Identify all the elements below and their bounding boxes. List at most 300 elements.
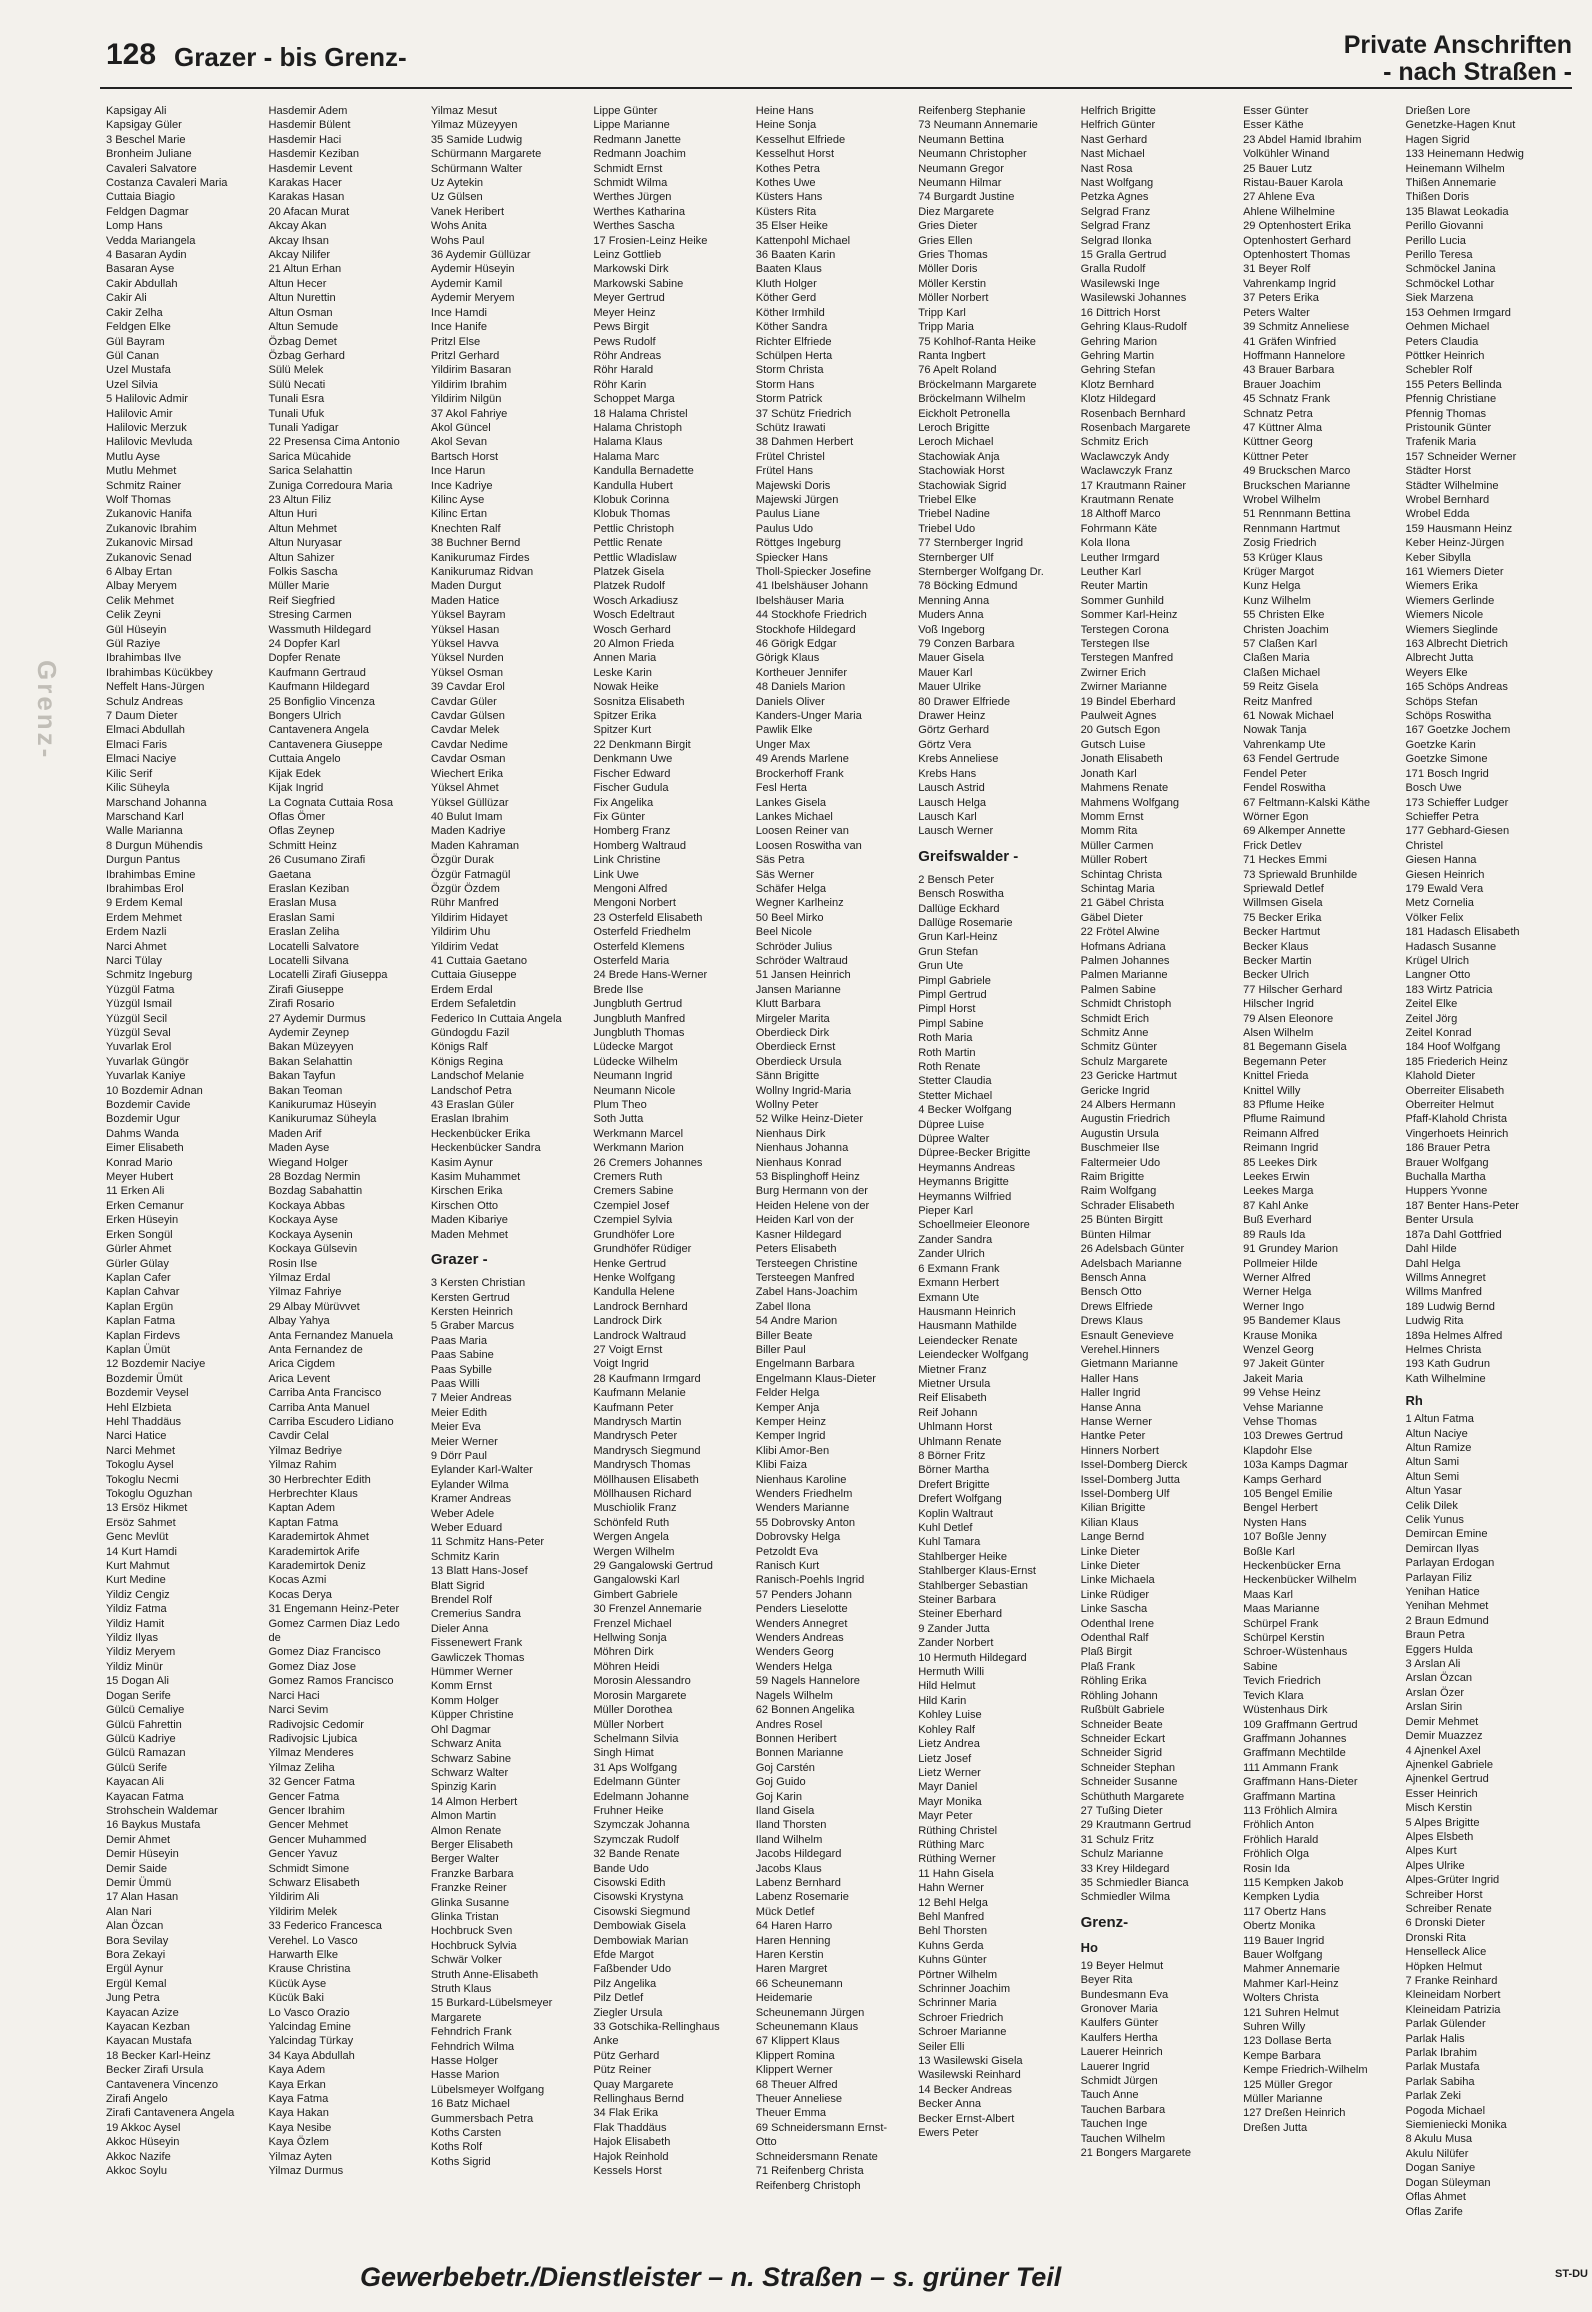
- directory-entry: Peters Claudia: [1405, 335, 1479, 348]
- directory-entry: Helfrich Günter: [1080, 119, 1156, 132]
- directory-entry: Mengoni Alfred: [593, 882, 668, 895]
- directory-entry: Ewers Peter: [918, 2127, 979, 2140]
- directory-entry: Zukanovic Senad: [106, 551, 192, 564]
- directory-entry: Hehl Elzbieta: [106, 1401, 172, 1414]
- directory-entry: Brede Ilse: [593, 983, 644, 996]
- directory-entry: Cuttaia Biagio: [106, 191, 176, 204]
- directory-entry: Linke Sascha: [1080, 1603, 1148, 1616]
- directory-entry: 24 Dopfer Karl: [268, 638, 340, 651]
- directory-entry: Werkmann Marcel: [593, 1127, 684, 1140]
- directory-entry: Wasilewski Inge: [1080, 277, 1160, 290]
- directory-entry: Rosin Ida: [1243, 1862, 1290, 1875]
- directory-entry: Drießen Lore: [1405, 105, 1471, 117]
- directory-entry: 50 Beel Mirko: [755, 911, 824, 924]
- directory-entry: Mahmens Wolfgang: [1080, 796, 1180, 809]
- directory-column: [431, 104, 593, 2234]
- directory-entry: Christel: [1405, 839, 1444, 852]
- directory-entry: Gül Canan: [106, 349, 160, 362]
- directory-entry: Narci Sevim: [268, 1704, 329, 1717]
- directory-entry: 29 Albay Mürüvvet: [268, 1300, 360, 1313]
- directory-entry: Halilovic Merzuk: [106, 421, 187, 434]
- directory-entry: Markowski Dirk: [593, 263, 669, 276]
- directory-entry: 9 Dörr Paul: [430, 1449, 487, 1462]
- directory-entry: Pimpl Horst: [918, 1003, 976, 1016]
- directory-entry: Boßle Karl: [1243, 1545, 1295, 1558]
- directory-entry: Krautmann Renate: [1080, 493, 1174, 506]
- directory-entry: Schüthuth Margarete: [1080, 1790, 1185, 1803]
- directory-entry: Kempken Lydia: [1243, 1891, 1320, 1904]
- directory-entry: Augustin Ursula: [1080, 1127, 1159, 1140]
- directory-entry: Augustin Friedrich: [1080, 1113, 1171, 1126]
- directory-entry: Kaya Hakan: [268, 2107, 329, 2120]
- directory-entry: Knittel Willy: [1243, 1084, 1301, 1097]
- directory-entry: 171 Bosch Ingrid: [1405, 767, 1489, 780]
- directory-entry: Metz Cornelia: [1405, 897, 1474, 910]
- directory-entry: Kuhl Detlef: [918, 1522, 973, 1534]
- directory-entry: 17 Krautmann Rainer: [1080, 479, 1187, 492]
- directory-entry: Theuer Anneliese: [755, 2093, 843, 2106]
- directory-entry: Henke Gertrud: [593, 1257, 667, 1270]
- directory-entry: Muschiolik Franz: [593, 1502, 677, 1515]
- directory-entry: Cavdar Nedime: [430, 738, 508, 751]
- directory-entry: Henselleck Alice: [1405, 1946, 1487, 1959]
- directory-entry: Völker Felix: [1405, 911, 1464, 924]
- directory-entry: 75 Kohlhof-Ranta Heike: [918, 335, 1036, 348]
- directory-entry: Akcay Ihsan: [268, 234, 329, 247]
- directory-entry: Selgrad Franz: [1080, 220, 1151, 233]
- directory-entry: Dogan Süleyman: [1405, 2176, 1491, 2189]
- directory-entry: Alan Nari: [106, 1905, 152, 1918]
- directory-entry: Narci Ahmet: [106, 940, 167, 953]
- directory-entry: 83 Pflume Heike: [1243, 1099, 1325, 1112]
- directory-entry: 23 Altun Filiz: [268, 493, 332, 506]
- directory-entry: 51 Rennmann Bettina: [1243, 508, 1351, 521]
- directory-entry: Köther Irmhild: [755, 306, 825, 319]
- directory-entry: Rußbült Gabriele: [1080, 1704, 1165, 1717]
- directory-entry: 21 Altun Erhan: [268, 263, 342, 276]
- directory-entry: Hehl Thaddäus: [106, 1415, 182, 1428]
- directory-entry: Pettlic Wladislaw: [593, 551, 677, 564]
- directory-entry: Akcay Nilifer: [268, 249, 331, 262]
- directory-entry: Kilian Brigitte: [1080, 1502, 1146, 1515]
- directory-entry: Nast Gerhard: [1080, 133, 1148, 146]
- directory-entry: Wasilewski Reinhard: [918, 2069, 1021, 2082]
- directory-column: [593, 104, 755, 2234]
- directory-entry: Optenhostert Thomas: [1243, 249, 1351, 262]
- directory-entry: Schulz Andreas: [106, 695, 184, 708]
- directory-entry: Palmen Marianne: [1080, 969, 1168, 982]
- directory-entry: Buchalla Martha: [1405, 1171, 1486, 1184]
- directory-entry: 38 Buchner Bernd: [430, 537, 521, 550]
- directory-entry: Kockaya Ayse: [268, 1214, 338, 1227]
- directory-entry: 49 Arends Marlene: [755, 753, 849, 766]
- directory-entry: Parlak Zeki: [1405, 2090, 1461, 2103]
- directory-entry: Röhr Harald: [593, 364, 654, 377]
- directory-entry: Koths Carsten: [430, 2127, 502, 2140]
- directory-entry: Kockaya Abbas: [268, 1199, 345, 1212]
- directory-entry: Özgür Fatmagül: [430, 868, 511, 881]
- directory-entry: 193 Kath Gudrun: [1405, 1358, 1490, 1371]
- directory-entry: Elmaci Abdullah: [106, 724, 185, 737]
- directory-entry: Penders Lieselotte: [755, 1603, 848, 1616]
- directory-entry: Trafenik Maria: [1405, 436, 1476, 449]
- directory-entry: Kandulla Helene: [593, 1286, 675, 1299]
- directory-entry: Oberdieck Ernst: [755, 1041, 836, 1054]
- directory-entry: 99 Vehse Heinz: [1243, 1387, 1321, 1400]
- directory-entry: Schülpen Herta: [755, 349, 833, 362]
- directory-entry: Mirgeler Marita: [755, 1012, 830, 1025]
- directory-entry: 76 Apelt Roland: [918, 364, 997, 377]
- directory-entry: 25 Bauer Lutz: [1243, 162, 1313, 175]
- directory-entry: Lippe Marianne: [593, 119, 670, 132]
- directory-entry: Meyer Heinz: [593, 306, 656, 319]
- directory-entry: Wenders Marianne: [755, 1502, 850, 1515]
- directory-entry: 78 Böcking Edmund: [918, 580, 1018, 593]
- directory-entry: Marschand Johanna: [106, 796, 207, 809]
- directory-entry: 22 Denkmann Birgit: [593, 738, 691, 751]
- directory-entry: 8 Börner Fritz: [918, 1449, 986, 1462]
- directory-entry: 75 Becker Erika: [1243, 911, 1322, 924]
- directory-entry: 20 Almon Frieda: [593, 638, 675, 651]
- directory-entry: Sabine: [1243, 1660, 1278, 1673]
- directory-entry: Fendel Roswitha: [1243, 782, 1326, 795]
- directory-entry: 79 Alsen Eleonore: [1243, 1012, 1334, 1025]
- directory-entry: Cakir Ali: [106, 292, 147, 305]
- directory-entry: Cremers Sabine: [593, 1185, 674, 1198]
- directory-entry: Wolf Thomas: [106, 493, 171, 506]
- directory-entry: Düpree Walter: [918, 1133, 990, 1146]
- directory-entry: Becker Ulrich: [1243, 969, 1310, 982]
- directory-entry: Hajok Elisabeth: [593, 2136, 671, 2149]
- directory-entry: Pöttker Heinrich: [1405, 349, 1485, 362]
- directory-entry: Heymanns Brigitte: [918, 1176, 1009, 1189]
- directory-entry: Cremerius Sandra: [430, 1608, 521, 1621]
- directory-entry: Görtz Gerhard: [918, 724, 990, 737]
- directory-entry: Hellwing Sonja: [593, 1632, 667, 1645]
- directory-entry: Claßen Michael: [1243, 666, 1321, 679]
- directory-entry: 16 Dittrich Horst: [1080, 306, 1161, 319]
- directory-entry: 64 Haren Harro: [755, 1920, 833, 1933]
- directory-entry: Wollny Ingrid-Maria: [755, 1084, 852, 1097]
- directory-entry: Dahl Helga: [1405, 1257, 1461, 1270]
- directory-entry: Möller Kerstin: [918, 277, 987, 290]
- directory-entry: Karakas Hacer: [268, 177, 342, 190]
- directory-entry: Schintag Maria: [1080, 882, 1155, 895]
- directory-column: [1243, 104, 1405, 2234]
- directory-entry: Nowak Heike: [593, 681, 659, 694]
- directory-entry: Erdem Nazli: [106, 926, 167, 939]
- directory-entry: 41 Gräfen Winfried: [1243, 335, 1337, 348]
- directory-entry: Lange Bernd: [1080, 1531, 1145, 1544]
- directory-entry: Berger Walter: [430, 1853, 499, 1866]
- directory-entry: Faßbender Udo: [593, 1963, 672, 1976]
- directory-entry: Landrock Waltraud: [593, 1329, 687, 1342]
- directory-entry: Herbrechter Klaus: [268, 1488, 358, 1500]
- directory-entry: Wohs Anita: [430, 220, 487, 233]
- street-heading: Grazer -: [430, 1251, 488, 1269]
- directory-entry: Kasim Aynur: [430, 1156, 493, 1169]
- directory-entry: Esser Heinrich: [1405, 1787, 1478, 1800]
- directory-entry: Gries Ellen: [918, 234, 973, 247]
- directory-entry: Röhr Andreas: [593, 349, 662, 362]
- directory-entry: Schmöckel Lothar: [1405, 277, 1495, 290]
- footer-note: Gewerbebetr./Dienstleister – n. Straßen – s. grüner Teil: [360, 2262, 1062, 2292]
- directory-entry: Kramer Andreas: [430, 1493, 512, 1506]
- directory-entry: Uhlmann Horst: [918, 1421, 993, 1434]
- directory-entry: Mandrysch Thomas: [593, 1459, 691, 1472]
- directory-entry: Reimann Ingrid: [1243, 1142, 1319, 1155]
- directory-entry: Kaya Fatma: [268, 2093, 329, 2106]
- directory-entry: Schwär Volker: [430, 1954, 502, 1967]
- directory-entry: Pütz Reiner: [593, 2064, 652, 2077]
- directory-entry: 39 Cavdar Erol: [430, 681, 505, 694]
- directory-entry: 11 Erken Ali: [106, 1185, 165, 1198]
- directory-entry: 28 Bozdag Nermin: [268, 1171, 361, 1184]
- directory-entry: Rüthing Werner: [918, 1853, 996, 1866]
- directory-entry: Kijak Ingrid: [268, 782, 324, 795]
- directory-entry: 89 Rauls Ida: [1243, 1228, 1306, 1241]
- directory-entry: Linke Michaela: [1080, 1574, 1155, 1587]
- directory-entry: Zeitel Jörg: [1405, 1012, 1458, 1025]
- directory-entry: Mietner Franz: [918, 1363, 987, 1376]
- directory-entry: Kaplan Ümüt: [106, 1343, 171, 1356]
- directory-entry: Elmaci Naciye: [106, 753, 177, 766]
- directory-entry: 15 Burkard-Lübelsmeyer: [430, 1997, 553, 2010]
- directory-entry: Denkmann Uwe: [593, 753, 673, 766]
- directory-entry: Wenders Helga: [755, 1660, 833, 1673]
- directory-entry: Vanek Heribert: [430, 205, 505, 218]
- directory-entry: 127 Dreßen Heinrich: [1243, 2107, 1346, 2120]
- directory-entry: Albay Yahya: [268, 1315, 330, 1328]
- directory-entry: Plaß Frank: [1080, 1660, 1135, 1673]
- directory-entry: Kothes Petra: [755, 162, 820, 175]
- directory-entry: Kilian Klaus: [1080, 1516, 1139, 1529]
- directory-entry: 34 Flak Erika: [593, 2107, 659, 2120]
- directory-entry: Bakan Selahattin: [268, 1055, 353, 1068]
- directory-entry: 39 Schmitz Anneliese: [1243, 321, 1350, 334]
- directory-entry: 53 Bisplinghoff Heinz: [755, 1171, 860, 1184]
- directory-entry: Wiemers Sieglinde: [1405, 623, 1498, 636]
- directory-entry: Homberg Franz: [593, 825, 671, 838]
- directory-entry: 163 Albrecht Dietrich: [1405, 638, 1508, 651]
- directory-entry: Keber Heinz-Jürgen: [1405, 537, 1505, 550]
- directory-entry: 8 Akulu Musa: [1405, 2133, 1473, 2146]
- directory-entry: Stachowiak Horst: [918, 465, 1005, 478]
- directory-entry: 11 Hahn Gisela: [918, 1867, 994, 1880]
- directory-entry: Kirschen Otto: [430, 1199, 499, 1212]
- directory-entry: Singh Himat: [593, 1747, 654, 1760]
- directory-entry: Platzek Rudolf: [593, 580, 665, 593]
- directory-entry: 61 Nowak Michael: [1243, 710, 1334, 723]
- directory-entry: Frenzel Michael: [593, 1617, 672, 1630]
- directory-entry: Goetzke Simone: [1405, 753, 1488, 766]
- directory-entry: Leekes Marga: [1243, 1185, 1314, 1198]
- directory-entry: Börner Martha: [918, 1464, 990, 1477]
- directory-entry: Vehse Thomas: [1243, 1415, 1317, 1428]
- directory-entry: Federico In Cuttaia Angela: [430, 1012, 562, 1025]
- directory-entry: Schroer Friedrich: [918, 2011, 1004, 2024]
- directory-entry: Yildirim Basaran: [430, 364, 512, 377]
- directory-entry: Vahrenkamp Ingrid: [1243, 277, 1336, 290]
- directory-entry: Altun Sahizer: [268, 551, 335, 564]
- directory-entry: Redmann Joachim: [593, 148, 686, 161]
- directory-entry: Kuhns Günter: [918, 1954, 987, 1967]
- directory-entry: Roth Maria: [918, 1032, 973, 1045]
- directory-entry: Hanse Werner: [1080, 1415, 1152, 1428]
- directory-entry: Jacobs Klaus: [755, 1862, 822, 1875]
- directory-entry: Eraslan Ibrahim: [430, 1113, 509, 1126]
- directory-entry: 35 Elser Heike: [755, 220, 828, 233]
- directory-entry: Kemper Anja: [755, 1401, 820, 1414]
- directory-entry: Schwarz Anita: [430, 1738, 502, 1751]
- directory-entry: Yuvarlak Güngör: [106, 1055, 189, 1068]
- directory-entry: Tunali Ufuk: [268, 407, 325, 420]
- directory-entry: Unger Max: [755, 738, 811, 751]
- directory-entry: Nast Michael: [1080, 148, 1145, 161]
- directory-entry: Zirafi Rosario: [268, 998, 335, 1011]
- directory-entry: Yildirim Melek: [268, 1905, 338, 1918]
- directory-entry: Radivojsic Ljubica: [268, 1732, 358, 1745]
- directory-entry: Stetter Claudia: [918, 1075, 992, 1088]
- directory-entry: Landrock Bernhard: [593, 1300, 688, 1313]
- directory-entry: Labenz Rosemarie: [755, 1891, 849, 1904]
- directory-entry: Akcay Akan: [268, 220, 327, 233]
- directory-entry: Benter Ursula: [1405, 1214, 1474, 1227]
- directory-entry: Kilic Serif: [106, 767, 153, 780]
- directory-entry: Halama Marc: [593, 450, 660, 463]
- directory-entry: Oberdieck Dirk: [755, 1027, 830, 1039]
- directory-entry: Nysten Hans: [1243, 1516, 1307, 1529]
- directory-entry: 26 Cremers Johannes: [593, 1156, 703, 1169]
- directory-entry: Kersten Gertrud: [430, 1291, 510, 1304]
- directory-entry: Altun Semi: [1405, 1470, 1460, 1483]
- directory-entry: Hasse Holger: [430, 2055, 499, 2068]
- directory-entry: Köther Gerd: [755, 292, 817, 305]
- directory-entry: Müller Carmen: [1080, 839, 1154, 852]
- directory-entry: Rosenbach Bernhard: [1080, 407, 1186, 420]
- directory-entry: Haren Margret: [755, 1963, 828, 1976]
- directory-entry: 109 Graffmann Gertrud: [1243, 1718, 1358, 1731]
- directory-entry: Quay Margarete: [593, 2078, 674, 2091]
- directory-entry: Weyers Elke: [1405, 666, 1468, 679]
- directory-entry: Ergül Aynur: [106, 1963, 164, 1976]
- directory-entry: Altun Nuryasar: [268, 537, 342, 550]
- directory-entry: Halilovic Mevluda: [106, 436, 193, 449]
- directory-entry: Bröckelmann Margarete: [918, 378, 1037, 391]
- directory-entry: Gündogdu Fazil: [430, 1027, 510, 1039]
- directory-entry: Behl Thorsten: [918, 1925, 988, 1938]
- directory-entry: 28 Kaufmann Irmgard: [593, 1372, 701, 1385]
- directory-entry: Grun Karl-Heinz: [918, 931, 998, 944]
- directory-entry: Ludwig Rita: [1405, 1315, 1464, 1328]
- directory-entry: Anke: [593, 2035, 619, 2048]
- directory-entry: Dembowiak Gisela: [593, 1920, 686, 1933]
- directory-entry: 27 Tußing Dieter: [1080, 1804, 1163, 1817]
- directory-entry: 3 Arslan Ali: [1405, 1658, 1461, 1671]
- directory-entry: Raim Brigitte: [1080, 1171, 1145, 1184]
- directory-entry: 115 Kempken Jakob: [1243, 1876, 1344, 1889]
- directory-entry: Yalcindag Emine: [268, 2021, 351, 2034]
- directory-entry: Peters Walter: [1243, 306, 1310, 319]
- directory-entry: Gürler Gülay: [106, 1257, 169, 1270]
- directory-entry: Carriba Anta Manuel: [268, 1401, 370, 1414]
- directory-entry: Leekes Erwin: [1243, 1171, 1310, 1184]
- directory-entry: Gomez Ramos Francisco: [268, 1675, 394, 1688]
- directory-entry: Schröder Waltraud: [755, 954, 848, 967]
- directory-entry: 49 Bruckschen Marco: [1243, 465, 1351, 478]
- directory-entry: Muders Anna: [918, 609, 984, 622]
- directory-entry: Gehring Martin: [1080, 349, 1154, 362]
- directory-entry: Hanse Anna: [1080, 1401, 1142, 1414]
- directory-entry: Alan Özcan: [106, 1920, 164, 1933]
- directory-entry: Dembowiak Marian: [593, 1934, 689, 1947]
- directory-entry: Meyer Hubert: [106, 1171, 174, 1184]
- directory-entry: Pörtner Wilhelm: [918, 1968, 998, 1981]
- directory-entry: 73 Spriewald Brunhilde: [1243, 868, 1358, 881]
- directory-entry: Kunz Wilhelm: [1243, 594, 1311, 607]
- directory-entry: Pawlik Elke: [755, 724, 813, 737]
- directory-entry: Pilz Angelika: [593, 1977, 657, 1990]
- directory-entry: Schürmann Margarete: [430, 148, 542, 161]
- directory-entry: Kandulla Hubert: [593, 479, 673, 492]
- directory-entry: 29 Gangalowski Gertrud: [593, 1560, 713, 1573]
- directory-entry: Cavdar Osman: [430, 753, 506, 766]
- directory-entry: 133 Heinemann Hedwig: [1405, 148, 1524, 161]
- directory-entry: 77 Sternberger Ingrid: [918, 537, 1024, 550]
- directory-entry: Spitzer Erika: [593, 710, 657, 723]
- directory-entry: Schrinner Joachim: [918, 1983, 1011, 1995]
- directory-entry: Schoellmeier Eleonore: [918, 1219, 1030, 1232]
- directory-entry: Stachowiak Sigrid: [918, 479, 1007, 492]
- directory-entry: Eraslan Keziban: [268, 882, 350, 895]
- directory-entry: Krebs Anneliese: [918, 753, 999, 766]
- directory-entry: 37 Schütz Friedrich: [755, 407, 852, 420]
- directory-entry: Bengel Herbert: [1243, 1502, 1318, 1515]
- directory-entry: Ersöz Sahmet: [106, 1516, 176, 1529]
- directory-entry: Landschof Petra: [430, 1084, 512, 1097]
- directory-entry: Lausch Astrid: [918, 782, 985, 795]
- directory-entry: Otto: [755, 2136, 777, 2149]
- directory-entry: Tersteegen Manfred: [755, 1271, 855, 1284]
- directory-entry: Säs Werner: [755, 868, 815, 881]
- directory-entry: 59 Reitz Gisela: [1243, 681, 1319, 694]
- directory-entry: Petzoldt Eva: [755, 1545, 819, 1558]
- directory-entry: Franzke Reiner: [430, 1882, 507, 1895]
- directory-entry: Glinka Susanne: [430, 1896, 510, 1909]
- directory-entry: Schebler Rolf: [1405, 364, 1473, 377]
- directory-entry: Heymanns Andreas: [918, 1161, 1016, 1174]
- directory-entry: 26 Cusumano Zirafi: [268, 854, 366, 867]
- directory-entry: Jacobs Hildegard: [755, 1848, 842, 1861]
- directory-entry: Schintag Christa: [1080, 868, 1163, 881]
- directory-entry: Mandrysch Martin: [593, 1415, 682, 1428]
- directory-entry: 13 Wasilewski Gisela: [918, 2055, 1023, 2068]
- directory-entry: Lietz Josef: [918, 1752, 972, 1765]
- directory-entry: Kijak Edek: [268, 767, 321, 780]
- directory-entry: Hausmann Mathilde: [918, 1320, 1017, 1333]
- directory-entry: Koplin Waltraut: [918, 1507, 993, 1520]
- directory-entry: Eylander Wilma: [430, 1478, 509, 1491]
- directory-entry: Yilmaz Bedriye: [268, 1444, 343, 1457]
- directory-entry: Schmitz Ingeburg: [106, 969, 193, 982]
- directory-entry: Eggers Hulda: [1405, 1643, 1473, 1656]
- directory-entry: 187 Benter Hans-Peter: [1405, 1199, 1519, 1212]
- street-heading: Grenz-: [1080, 1913, 1129, 1931]
- directory-entry: Karademirtok Ahmet: [268, 1531, 369, 1544]
- directory-entry: 23 Gericke Hartmut: [1080, 1070, 1177, 1083]
- directory-entry: Felder Helga: [755, 1387, 820, 1400]
- directory-entry: Tauchen Inge: [1080, 2118, 1148, 2131]
